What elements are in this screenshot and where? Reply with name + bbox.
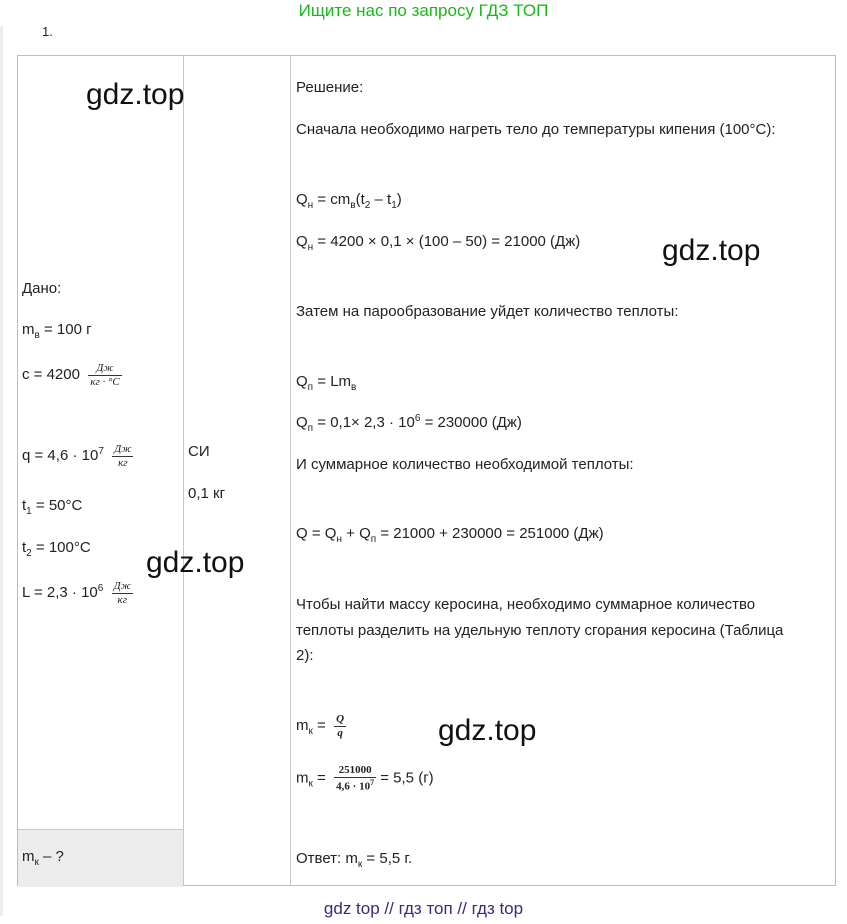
calc-heating: $Q_н = 4200 \times 0,1 \times (100 - 50) = 21000$ (Дж): [296, 233, 581, 253]
solution-step-4-line-2: теплоты разделить на удельную теплоту сгорания керосина (Таблица: [296, 622, 784, 639]
si-value: 0,1 кг: [188, 485, 226, 502]
watermark: gdz.top: [146, 546, 245, 579]
task-number: 1.: [42, 24, 53, 39]
watermark: gdz.top: [86, 78, 185, 111]
si-title: СИ: [188, 443, 210, 460]
calc-mass: $m_к$ = $\frac{251000}{4,6 \cdot 10^7}$ = 5,5 (г): [296, 764, 434, 793]
solution-step-4-line-1: Чтобы найти массу керосина, необходимо суммарное количество: [296, 596, 756, 613]
left-margin-bar: [0, 26, 3, 916]
solution-step-1: Сначала необходимо нагреть тело до температуры кипения (100°С):: [296, 121, 776, 138]
given-t2: $t_2 = 100^\circ С$: [22, 539, 91, 559]
formula-vaporization: $Q_п = Lm_в$: [296, 373, 357, 393]
column-divider: [183, 56, 184, 885]
solution-step-3: И суммарное количество необходимой теплоты:: [296, 456, 634, 473]
watermark: gdz.top: [662, 234, 761, 267]
watermark: gdz.top: [438, 714, 537, 747]
given-latent-heat: $L = 2,3 \cdot 10^6$ $\frac{Дж}{кг}$: [22, 580, 131, 606]
given-mass-water: $m_в = 100$ г: [22, 321, 92, 341]
formula-heating: $Q_н = cm_в(t_2 - t_1)$: [296, 191, 402, 211]
solution-step-4-line-3: 2):: [296, 647, 314, 664]
answer: Ответ: $m_к = 5,5$ г.: [296, 850, 413, 870]
given-specific-heat: c = 4200 $\frac{Дж}{кг \cdot ^\circ С}$: [22, 362, 120, 388]
calc-total-heat: $Q = Q_н + Q_п = 21000 + 230000 = 251000$ (Дж): [296, 525, 604, 545]
given-combustion-heat: $q = 4,6 \cdot 10^7$ $\frac{Дж}{кг}$: [22, 443, 132, 469]
solution-title: Решение:: [296, 79, 364, 96]
given-title: Дано:: [22, 280, 62, 297]
column-divider: [290, 56, 291, 885]
solution-step-2: Затем на парообразование уйдет количество теплоты:: [296, 303, 679, 320]
calc-vaporization: $Q_п = 0,1\times 2,3 \cdot 10^6 = 230000$ (Дж): [296, 413, 522, 434]
find-quantity: $m_к$ – ?: [22, 848, 64, 868]
footer-links[interactable]: gdz top // гдз топ // гдз top: [323, 899, 524, 918]
given-t1: $t_1 = 50^\circ С$: [22, 497, 83, 517]
formula-mass: $m_к$ = $\frac{Q}{q}$: [296, 713, 345, 739]
promo-header: Ищите нас по запросу ГДЗ ТОП: [298, 1, 549, 20]
